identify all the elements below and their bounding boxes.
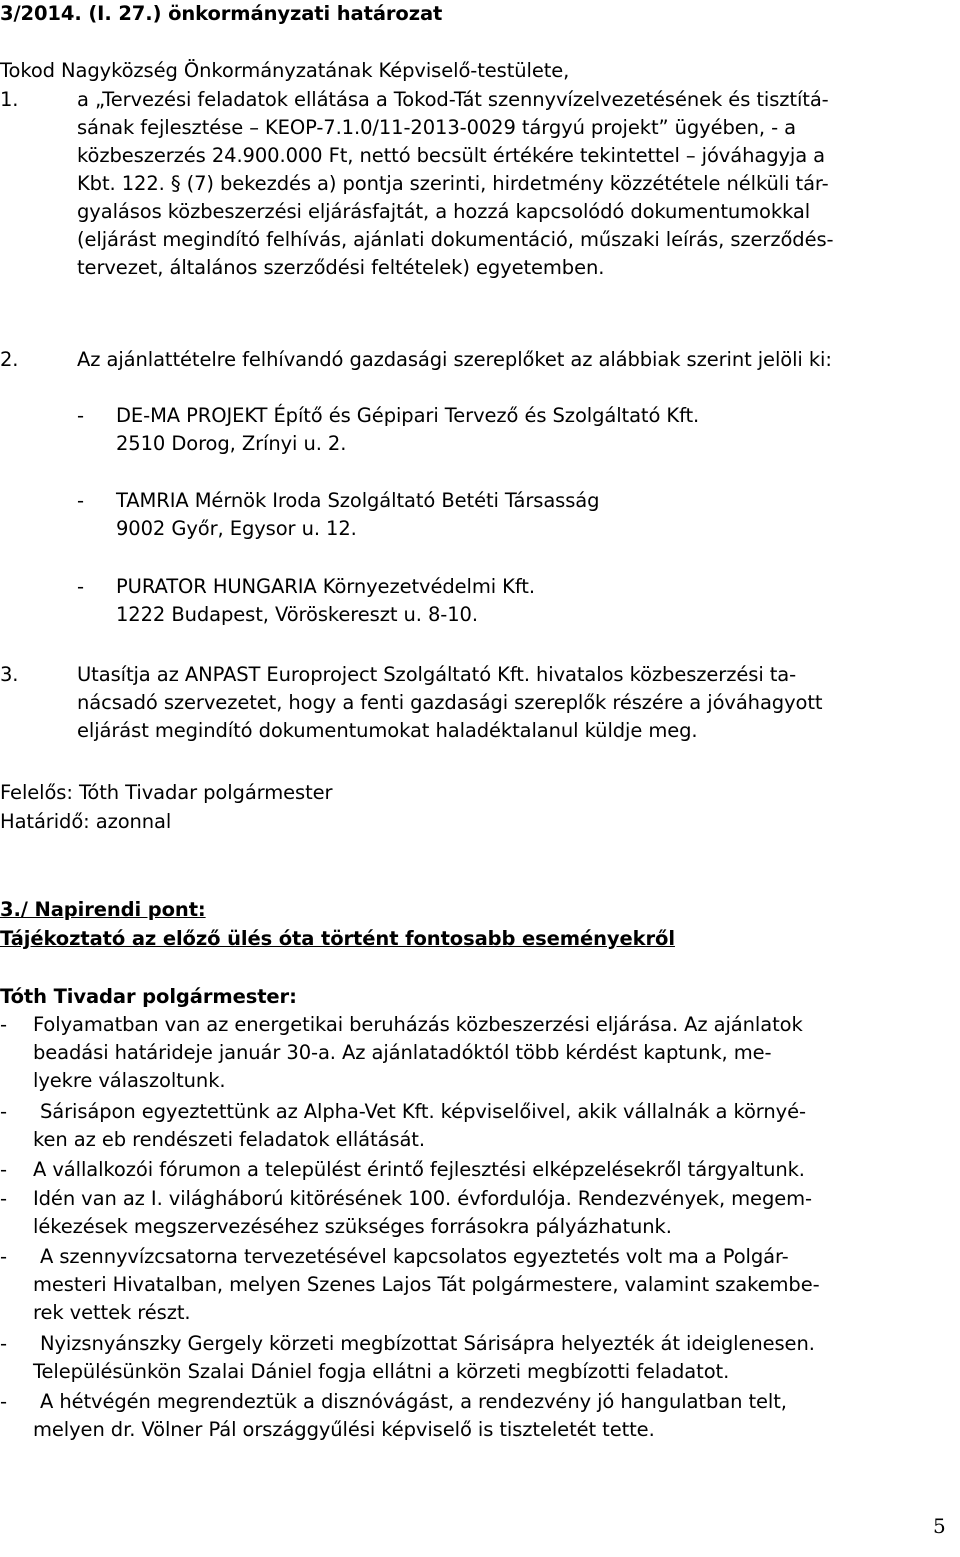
company-address: 9002 Győr, Egysor u. 12. <box>116 517 357 540</box>
responsible: Felelős: Tóth Tivadar polgármester <box>0 781 333 804</box>
bullet-dash: - <box>0 1245 7 1268</box>
bullet-dash: - <box>0 1187 7 1210</box>
item-1-line: tervezet, általános szerződési feltételek) egyetemben. <box>77 256 605 279</box>
company-address: 2510 Dorog, Zrínyi u. 2. <box>116 432 347 455</box>
bullet-line: A szennyvízcsatorna tervezetésével kapcsolatos egyeztetés volt ma a Polgár- <box>40 1245 789 1268</box>
bullet-line: lékezések megszervezéséhez szükséges forrásokra pályázhatunk. <box>33 1215 672 1238</box>
agenda-point: 3./ Napirendi pont: <box>0 898 206 921</box>
bullet-text <box>33 1187 949 1239</box>
bullet-line: melyen dr. Völner Pál országgyűlési képviselő is tiszteletét tette. <box>33 1418 655 1441</box>
bullet-line: ken az eb rendészeti feladatok ellátását. <box>33 1128 425 1151</box>
item-1-line: a „Tervezési feladatok ellátása a Tokod-Tát szennyvízelvezetésének és tisztítá- <box>77 88 829 111</box>
body-name: Tokod Nagyközség Önkormányzatának Képviselő-testülete, <box>0 59 570 82</box>
resolution-title: 3/2014. (I. 27.) önkormányzati határozat <box>0 2 443 25</box>
item-2-text: Az ajánlattételre felhívandó gazdasági szereplőket az alábbiak szerint jelöli ki: <box>77 348 832 371</box>
page-number: 5 <box>933 1514 946 1538</box>
item-1-line: (eljárást megindító felhívás, ajánlati dokumentáció, műszaki leírás, szerződés- <box>77 228 834 251</box>
company-name: DE-MA PROJEKT Építő és Gépipari Tervező és Szolgáltató Kft. <box>116 404 700 427</box>
item-3-line: Utasítja az ANPAST Europroject Szolgáltató Kft. hivatalos közbeszerzési ta- <box>77 663 797 686</box>
item-1-text <box>77 88 949 280</box>
bullet-line: beadási határideje január 30-a. Az ajánlatadóktól több kérdést kaptunk, me- <box>33 1041 772 1064</box>
company-dash: - <box>77 404 84 427</box>
bullet-line: A hétvégén megrendeztük a disznóvágást, a rendezvény jó hangulatban telt, <box>40 1390 787 1413</box>
bullet-text <box>33 1100 949 1152</box>
bullet-line: Településünkön Szalai Dániel fogja ellátni a körzeti megbízotti feladatot. <box>33 1360 730 1383</box>
company-name: PURATOR HUNGARIA Környezetvédelmi Kft. <box>116 575 535 598</box>
bullet-line: lyekre válaszoltunk. <box>33 1069 226 1092</box>
item-3-text <box>77 663 949 743</box>
speaker: Tóth Tivadar polgármester: <box>0 985 297 1008</box>
bullet-dash: - <box>0 1100 7 1123</box>
bullet-line: mesteri Hivatalban, melyen Szenes Lajos Tát polgármestere, valamint szakembe- <box>33 1273 820 1296</box>
bullet-text <box>33 1245 949 1325</box>
bullet-line: Nyizsnyánszky Gergely körzeti megbízottat Sárisápra helyezték át ideiglenesen. <box>40 1332 815 1355</box>
item-number: 3. <box>0 663 19 686</box>
bullet-text <box>33 1332 949 1384</box>
item-1-line: közbeszerzés 24.900.000 Ft, nettó becsült értékére tekintettel – jóváhagyja a <box>77 144 826 167</box>
item-1-line: gyalásos közbeszerzési eljárásfajtát, a hozzá kapcsolódó dokumentumokkal <box>77 200 811 223</box>
bullet-dash: - <box>0 1158 7 1181</box>
bullet-line: A vállalkozói fórumon a települést érintő fejlesztési elképzelésekről tárgyaltunk. <box>33 1158 805 1181</box>
bullet-dash: - <box>0 1390 7 1413</box>
deadline: Határidő: azonnal <box>0 810 172 833</box>
item-1-line: sának fejlesztése – KEOP-7.1.0/11-2013-0029 tárgyú projekt” ügyében, - a <box>77 116 796 139</box>
agenda-title: Tájékoztató az előző ülés óta történt fontosabb eseményekről <box>0 927 675 950</box>
item-number: 2. <box>0 348 19 371</box>
bullet-text <box>33 1390 949 1442</box>
item-3-line: eljárást megindító dokumentumokat haladéktalanul küldje meg. <box>77 719 698 742</box>
bullet-text <box>33 1013 949 1093</box>
item-number: 1. <box>0 88 19 111</box>
bullet-dash: - <box>0 1013 7 1036</box>
company-dash: - <box>77 575 84 598</box>
item-3-line: nácsadó szervezetet, hogy a fenti gazdasági szereplők részére a jóváhagyott <box>77 691 823 714</box>
bullet-line: Sárisápon egyeztettünk az Alpha-Vet Kft. képviselőivel, akik vállalnák a környé- <box>40 1100 806 1123</box>
company-dash: - <box>77 489 84 512</box>
company-address: 1222 Budapest, Vöröskereszt u. 8-10. <box>116 603 478 626</box>
bullet-line: Folyamatban van az energetikai beruházás közbeszerzési eljárása. Az ajánlatok <box>33 1013 803 1036</box>
bullet-line: Idén van az I. világháború kitörésének 100. évfordulója. Rendezvények, megem- <box>33 1187 812 1210</box>
bullet-line: rek vettek részt. <box>33 1301 191 1324</box>
company-name: TAMRIA Mérnök Iroda Szolgáltató Betéti Társasság <box>116 489 600 512</box>
bullet-dash: - <box>0 1332 7 1355</box>
item-1-line: Kbt. 122. § (7) bekezdés a) pontja szerinti, hirdetmény közzététele nélküli tár- <box>77 172 829 195</box>
